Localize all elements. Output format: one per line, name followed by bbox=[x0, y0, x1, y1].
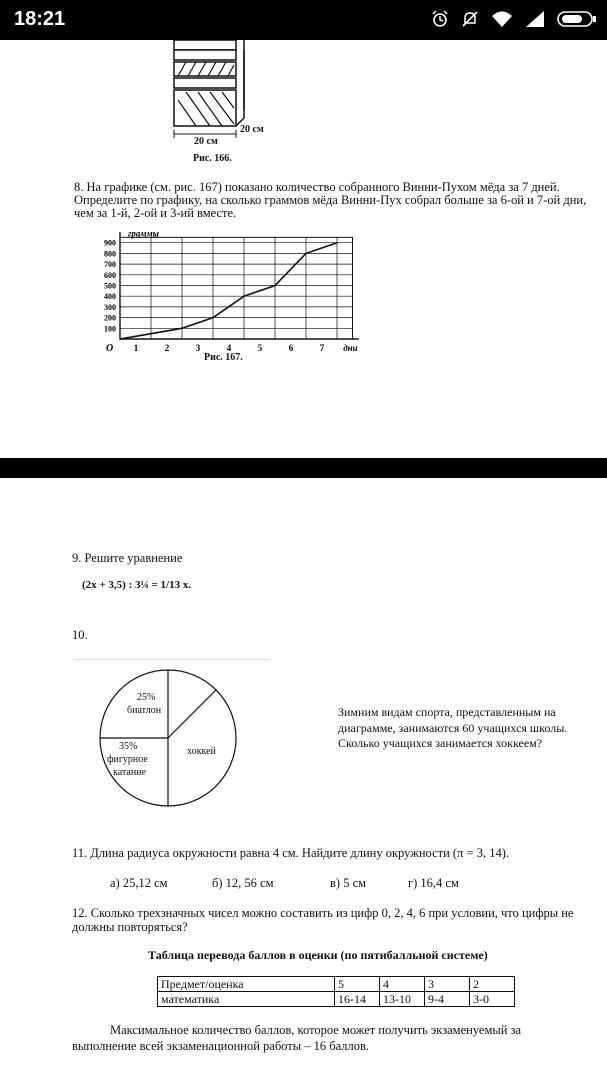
table-title: Таблица перевода баллов в оценки (по пятибалльной системе) bbox=[148, 948, 488, 962]
box-figure bbox=[0, 40, 607, 165]
wifi-icon bbox=[491, 10, 513, 28]
q8-line3: чем за 1-й, 2-ой и 3-ий вместе. bbox=[74, 206, 237, 220]
document-page-1 bbox=[0, 40, 607, 458]
q12-line1: 12. Сколько трехзначных чисел можно составить из цифр 0, 2, 4, 6 при условии, что цифры не bbox=[72, 906, 574, 920]
x-tick-label: 7 bbox=[319, 343, 325, 353]
honey-line-chart bbox=[0, 218, 607, 368]
pie-label-biathlon: биатлон bbox=[127, 705, 162, 716]
q11-option-v: в) 5 см bbox=[330, 876, 367, 890]
y-tick-label: 200 bbox=[104, 313, 116, 323]
data-point bbox=[305, 253, 307, 255]
table-cell: 9-4 bbox=[425, 992, 470, 1007]
data-point bbox=[212, 317, 214, 319]
x-tick-label: 1 bbox=[133, 343, 139, 353]
y-tick-label: 700 bbox=[104, 260, 116, 270]
signal-icon bbox=[525, 10, 545, 28]
x-tick-label: 6 bbox=[288, 343, 294, 353]
y-tick-label: 600 bbox=[104, 270, 116, 280]
divider bbox=[75, 659, 270, 660]
table-header-row bbox=[158, 977, 515, 992]
q11-title: 11. Длина радиуса окружности равна 4 см. Найдите длину окружности (π = 3, 14). bbox=[72, 846, 509, 860]
alarm-icon bbox=[431, 10, 449, 28]
y-tick-label: 400 bbox=[104, 292, 116, 302]
pie-label-biathlon-pct: 25% bbox=[137, 692, 156, 703]
document-page-2 bbox=[0, 478, 607, 1080]
footer-line2: выполнение всей экзаменационной работы – 16 баллов. bbox=[72, 1039, 370, 1053]
footer-line1: Максимальное количество баллов, которое может получить экзаменуемый за bbox=[110, 1023, 522, 1037]
x-axis-label: дни bbox=[343, 343, 358, 353]
table-cell: 2 bbox=[470, 977, 515, 992]
x-tick-label: 4 bbox=[226, 343, 232, 353]
table-cell: Предмет/оценка bbox=[158, 977, 335, 992]
pie-label-hockey: хоккей bbox=[187, 746, 216, 757]
pie-label-skating-1: фигурное bbox=[107, 754, 148, 765]
battery-icon bbox=[557, 10, 597, 28]
pie-label-skating-pct: 35% bbox=[119, 741, 138, 752]
q9-equation: (2x + 3,5) : 3¼ = 1/13 x. bbox=[82, 579, 192, 591]
y-axis-label: граммы bbox=[128, 228, 159, 239]
table-row bbox=[158, 992, 515, 1007]
x-tick-label: 2 bbox=[164, 343, 170, 353]
x-tick-label: 5 bbox=[257, 343, 263, 353]
q12-line2: должны повторяться? bbox=[72, 920, 188, 934]
y-tick-label: 800 bbox=[104, 249, 116, 259]
box-dim-depth: 20 см bbox=[240, 124, 264, 135]
table-cell: математика bbox=[158, 992, 335, 1007]
origin-label: O bbox=[106, 343, 114, 354]
table-cell: 3-0 bbox=[470, 992, 515, 1007]
q10-text3: Сколько учащихся занимается хоккеем? bbox=[338, 736, 543, 750]
y-tick-label: 900 bbox=[104, 238, 116, 248]
table-cell: 5 bbox=[335, 977, 380, 992]
y-tick-label: 300 bbox=[104, 302, 116, 312]
q11-option-b: б) 12, 56 см bbox=[212, 876, 274, 890]
honey-series-line bbox=[120, 243, 337, 339]
status-icons bbox=[431, 10, 597, 28]
data-point bbox=[181, 328, 183, 330]
q9-title: 9. Решите уравнение bbox=[72, 551, 183, 565]
figure-167-caption: Рис. 167. bbox=[204, 352, 243, 363]
q8-line1: 8. На графике (см. рис. 167) показано количество собранного Винни-Пухом мёда за 7 дней. bbox=[74, 180, 560, 194]
data-point bbox=[150, 333, 152, 335]
plot-frame bbox=[120, 237, 353, 339]
table-cell: 4 bbox=[380, 977, 425, 992]
status-bar bbox=[0, 0, 607, 40]
table-cell: 3 bbox=[425, 977, 470, 992]
x-tick-label: 3 bbox=[195, 343, 201, 353]
q11-option-a: а) 25,12 см bbox=[110, 876, 168, 890]
figure-166-caption: Рис. 166. bbox=[193, 153, 232, 164]
q8-line2: Определите по графику, на сколько граммов мёда Винни-Пух собрал больше за 6-ой и 7-ой дни, bbox=[74, 193, 587, 207]
data-point bbox=[119, 338, 121, 340]
q11-option-g: г) 16,4 см bbox=[408, 876, 459, 890]
q10-title: 10. bbox=[72, 628, 88, 642]
table-cell: 16-14 bbox=[335, 992, 380, 1007]
table-cell: 13-10 bbox=[380, 992, 425, 1007]
y-tick-label: 100 bbox=[104, 324, 116, 334]
q10-text1: Зимним видам спорта, представленным на bbox=[338, 705, 556, 719]
mute-icon bbox=[461, 10, 479, 28]
data-point bbox=[336, 242, 338, 244]
grades-table bbox=[157, 976, 515, 1007]
box-dim-width: 20 см bbox=[194, 136, 218, 147]
y-tick-label: 500 bbox=[104, 281, 116, 291]
q10-text2: диаграмме, занимаются 60 учащихся школы. bbox=[338, 721, 568, 735]
data-point bbox=[274, 285, 276, 287]
status-time: 18:21 bbox=[14, 8, 66, 30]
pie-label-skating-2: катание bbox=[113, 767, 146, 778]
data-point bbox=[243, 295, 245, 297]
